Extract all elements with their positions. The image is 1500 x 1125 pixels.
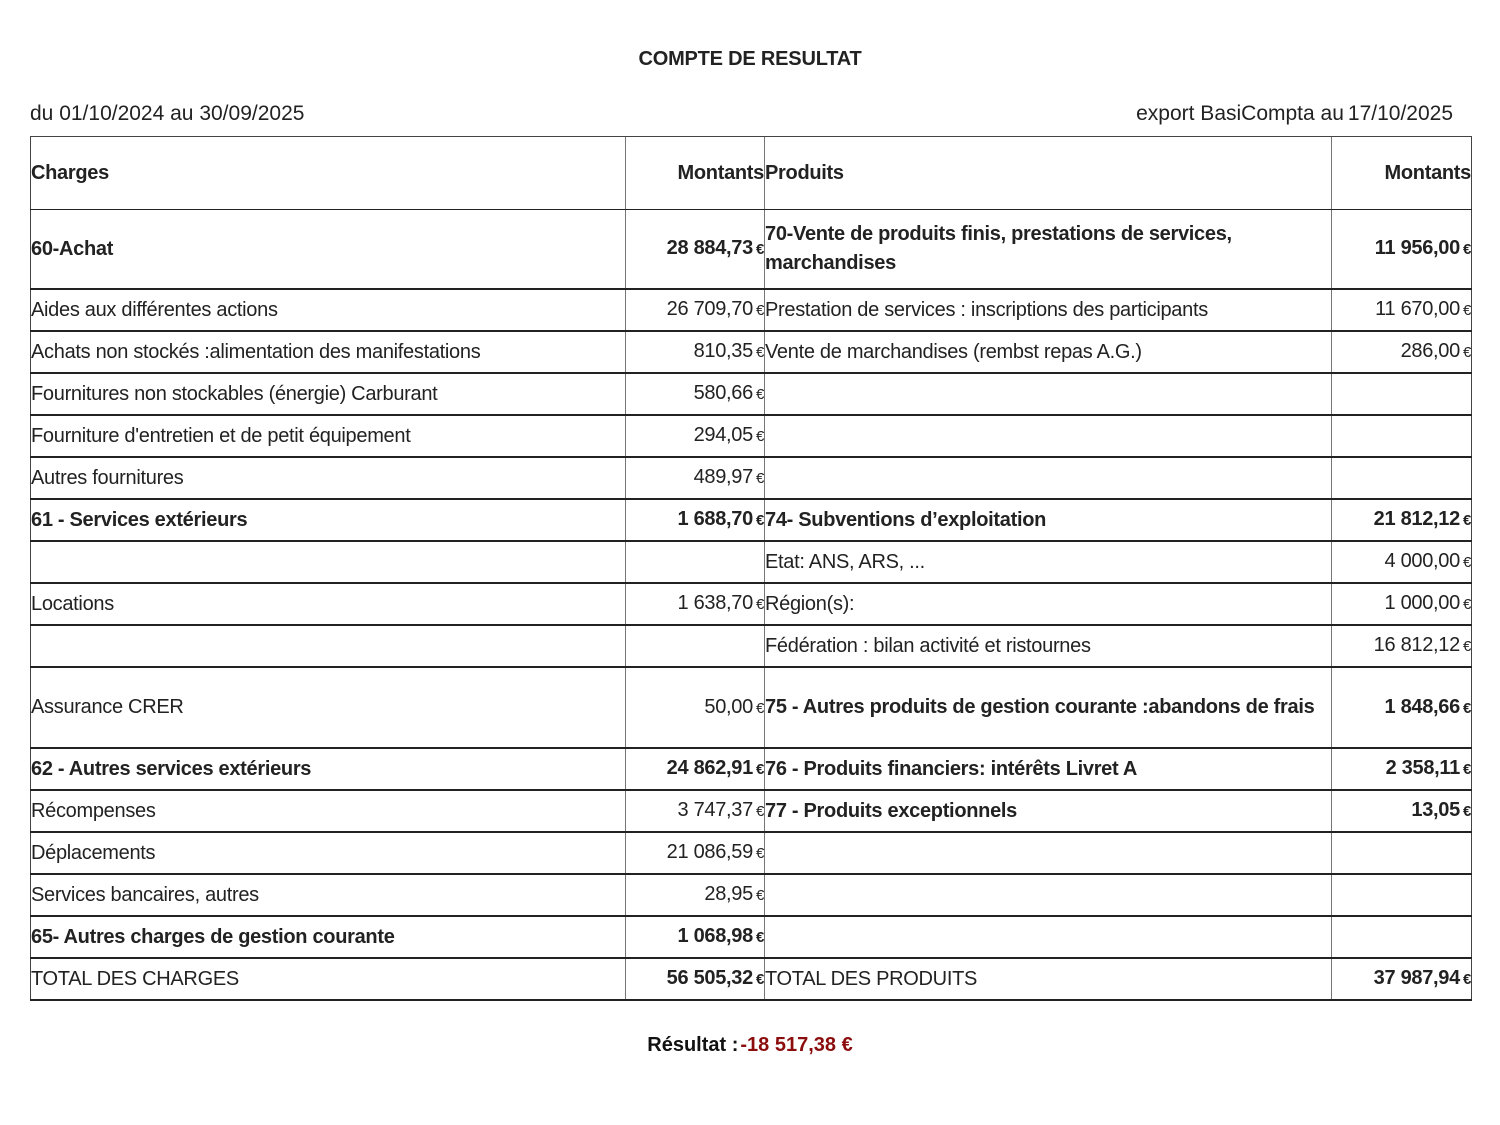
charge-label: 61 - Services extérieurs: [31, 499, 626, 541]
charge-amount-value: 1 068,98: [677, 925, 753, 947]
table-header-row: [31, 137, 1472, 210]
charge-amount: [626, 583, 765, 625]
charge-label: Récompenses: [31, 790, 626, 832]
charge-label: 65- Autres charges de gestion courante: [31, 916, 626, 958]
charge-amount: [626, 874, 765, 916]
charge-amount-value: 21 086,59: [666, 841, 753, 863]
charge-amount-value: 810,35: [693, 340, 753, 362]
charge-amount: [626, 289, 765, 331]
table-row: [31, 210, 1472, 290]
charge-label: Services bancaires, autres: [31, 874, 626, 916]
produit-label: Vente de marchandises (rembst repas A.G.): [765, 331, 1332, 373]
charge-amount: [626, 625, 765, 667]
euro-sign: €: [755, 302, 764, 319]
charge-label: 62 - Autres services extérieurs: [31, 748, 626, 790]
table-row: [31, 667, 1472, 748]
produit-amount-value: 1 000,00: [1384, 592, 1460, 614]
table-row: [31, 541, 1472, 583]
charge-label: Aides aux différentes actions: [31, 289, 626, 331]
euro-sign: €: [1462, 344, 1471, 361]
charge-amount: [626, 415, 765, 457]
produit-label: [765, 874, 1332, 916]
euro-sign: €: [755, 428, 764, 445]
charge-amount-value: 580,66: [693, 382, 753, 404]
produit-amount: [1332, 210, 1472, 290]
charge-amount: [626, 748, 765, 790]
table-row: [31, 415, 1472, 457]
export-info: [1136, 102, 1453, 126]
produit-label: 75 - Autres produits de gestion courante :abandons de frais: [765, 667, 1332, 748]
result-line: [0, 1034, 1500, 1057]
header-produits-amount: Montants: [1332, 137, 1472, 210]
produit-amount-value: 286,00: [1400, 340, 1460, 362]
euro-sign: €: [755, 929, 764, 946]
header-charges-amount: Montants: [626, 137, 765, 210]
charge-label: [31, 541, 626, 583]
table-row: [31, 457, 1472, 499]
produit-amount: [1332, 748, 1472, 790]
export-label: export BasiCompta au: [1136, 102, 1344, 125]
produit-label: Fédération : bilan activité et ristournes: [765, 625, 1332, 667]
charge-amount-value: 489,97: [693, 466, 753, 488]
charge-label: Achats non stockés :alimentation des manifestations: [31, 331, 626, 373]
charge-label: Assurance CRER: [31, 667, 626, 748]
charge-amount-value: 294,05: [693, 424, 753, 446]
produit-amount-value: 16 812,12: [1373, 634, 1460, 656]
produit-label: Région(s):: [765, 583, 1332, 625]
euro-sign: €: [1462, 302, 1471, 319]
table-row: [31, 625, 1472, 667]
total-charges-label: TOTAL DES CHARGES: [31, 958, 626, 1000]
euro-sign: €: [755, 971, 764, 988]
document-title: COMPTE DE RESULTAT: [638, 48, 862, 70]
euro-sign: €: [1462, 596, 1471, 613]
euro-sign: €: [755, 386, 764, 403]
charge-amount-value: 3 747,37: [677, 799, 753, 821]
produit-amount: [1332, 667, 1472, 748]
produit-amount-value: 11 956,00: [1374, 237, 1460, 259]
produit-label: [765, 916, 1332, 958]
table-row: [31, 499, 1472, 541]
charge-amount: [626, 541, 765, 583]
income-statement-table: [30, 136, 1472, 1001]
charge-amount-value: 50,00: [704, 695, 753, 718]
produit-amount: [1332, 832, 1472, 874]
produit-label: [765, 457, 1332, 499]
produit-amount: [1332, 541, 1472, 583]
produit-amount: [1332, 874, 1472, 916]
euro-sign: €: [1462, 699, 1471, 717]
totals-row: [31, 958, 1472, 1000]
produit-label: [765, 832, 1332, 874]
header-charges: Charges: [31, 137, 626, 210]
euro-sign: €: [1462, 554, 1471, 571]
table-row: [31, 289, 1472, 331]
table-row: [31, 583, 1472, 625]
produit-amount: [1332, 331, 1472, 373]
produit-amount-value: 13,05: [1411, 799, 1460, 821]
euro-sign: €: [755, 845, 764, 862]
produit-amount: [1332, 415, 1472, 457]
euro-sign: €: [1462, 761, 1471, 778]
produit-amount-value: 1 848,66: [1384, 695, 1460, 718]
table-row: [31, 874, 1472, 916]
euro-sign: €: [1462, 512, 1471, 529]
produit-amount-value: 4 000,00: [1384, 550, 1460, 572]
table-row: [31, 331, 1472, 373]
produit-amount-value: 2 358,11: [1385, 757, 1460, 779]
euro-sign: €: [755, 803, 764, 820]
euro-sign: €: [1462, 638, 1471, 655]
total-charges-amount-value: 56 505,32: [666, 967, 753, 989]
charge-amount-value: 28,95: [704, 883, 753, 905]
charge-amount: [626, 457, 765, 499]
charge-amount: [626, 373, 765, 415]
result-label: Résultat :: [647, 1034, 739, 1056]
charge-amount: [626, 331, 765, 373]
charge-label: Locations: [31, 583, 626, 625]
produit-amount: [1332, 916, 1472, 958]
table-row: [31, 790, 1472, 832]
euro-sign: €: [755, 887, 764, 904]
charge-label: Déplacements: [31, 832, 626, 874]
produit-amount: [1332, 289, 1472, 331]
charge-amount: [626, 790, 765, 832]
charge-amount: [626, 499, 765, 541]
produit-label: 76 - Produits financiers: intérêts Livret A: [765, 748, 1332, 790]
charge-amount-value: 26 709,70: [666, 298, 753, 320]
produit-label: 70-Vente de produits finis, prestations de services, marchandises: [765, 210, 1332, 290]
euro-sign: €: [1462, 803, 1471, 820]
produit-amount: [1332, 373, 1472, 415]
charge-amount: [626, 667, 765, 748]
table-row: [31, 832, 1472, 874]
charge-amount: [626, 916, 765, 958]
produit-label: [765, 415, 1332, 457]
euro-sign: €: [755, 596, 764, 613]
table-row: [31, 373, 1472, 415]
euro-sign: €: [755, 344, 764, 361]
euro-sign: €: [755, 699, 764, 717]
charge-amount-value: 24 862,91: [666, 757, 753, 779]
euro-sign: €: [755, 241, 764, 258]
charge-amount-value: 28 884,73: [666, 237, 753, 259]
euro-sign: €: [755, 470, 764, 487]
charge-label: Fournitures non stockables (énergie) Carburant: [31, 373, 626, 415]
total-produits-label: TOTAL DES PRODUITS: [765, 958, 1332, 1000]
table-row: [31, 748, 1472, 790]
charge-amount: [626, 832, 765, 874]
total-produits-amount-value: 37 987,94: [1373, 967, 1460, 989]
charge-label: Fourniture d'entretien et de petit équipement: [31, 415, 626, 457]
header-produits: Produits: [765, 137, 1332, 210]
produit-amount-value: 21 812,12: [1373, 508, 1460, 530]
produit-amount-value: 11 670,00: [1375, 298, 1460, 320]
charge-amount: [626, 210, 765, 290]
produit-amount: [1332, 499, 1472, 541]
total-charges-amount: [626, 958, 765, 1000]
total-produits-amount: [1332, 958, 1472, 1000]
export-date: 17/10/2025: [1347, 102, 1453, 125]
produit-amount: [1332, 790, 1472, 832]
produit-label: Prestation de services : inscriptions des participants: [765, 289, 1332, 331]
period-label: du 01/10/2024 au 30/09/2025: [30, 102, 305, 125]
produit-amount: [1332, 583, 1472, 625]
produit-amount: [1332, 625, 1472, 667]
produit-label: 74- Subventions d’exploitation: [765, 499, 1332, 541]
produit-label: 77 - Produits exceptionnels: [765, 790, 1332, 832]
charge-label: 60-Achat: [31, 210, 626, 290]
charge-label: [31, 625, 626, 667]
euro-sign: €: [1462, 241, 1471, 258]
produit-label: Etat: ANS, ARS, ...: [765, 541, 1332, 583]
charge-amount-value: 1 688,70: [677, 508, 753, 530]
charge-amount-value: 1 638,70: [677, 592, 753, 614]
charge-label: Autres fournitures: [31, 457, 626, 499]
table-row: [31, 916, 1472, 958]
euro-sign: €: [755, 512, 764, 529]
produit-label: [765, 373, 1332, 415]
euro-sign: €: [755, 761, 764, 778]
euro-sign: €: [1462, 971, 1471, 988]
result-value: -18 517,38 €: [740, 1034, 853, 1056]
produit-amount: [1332, 457, 1472, 499]
